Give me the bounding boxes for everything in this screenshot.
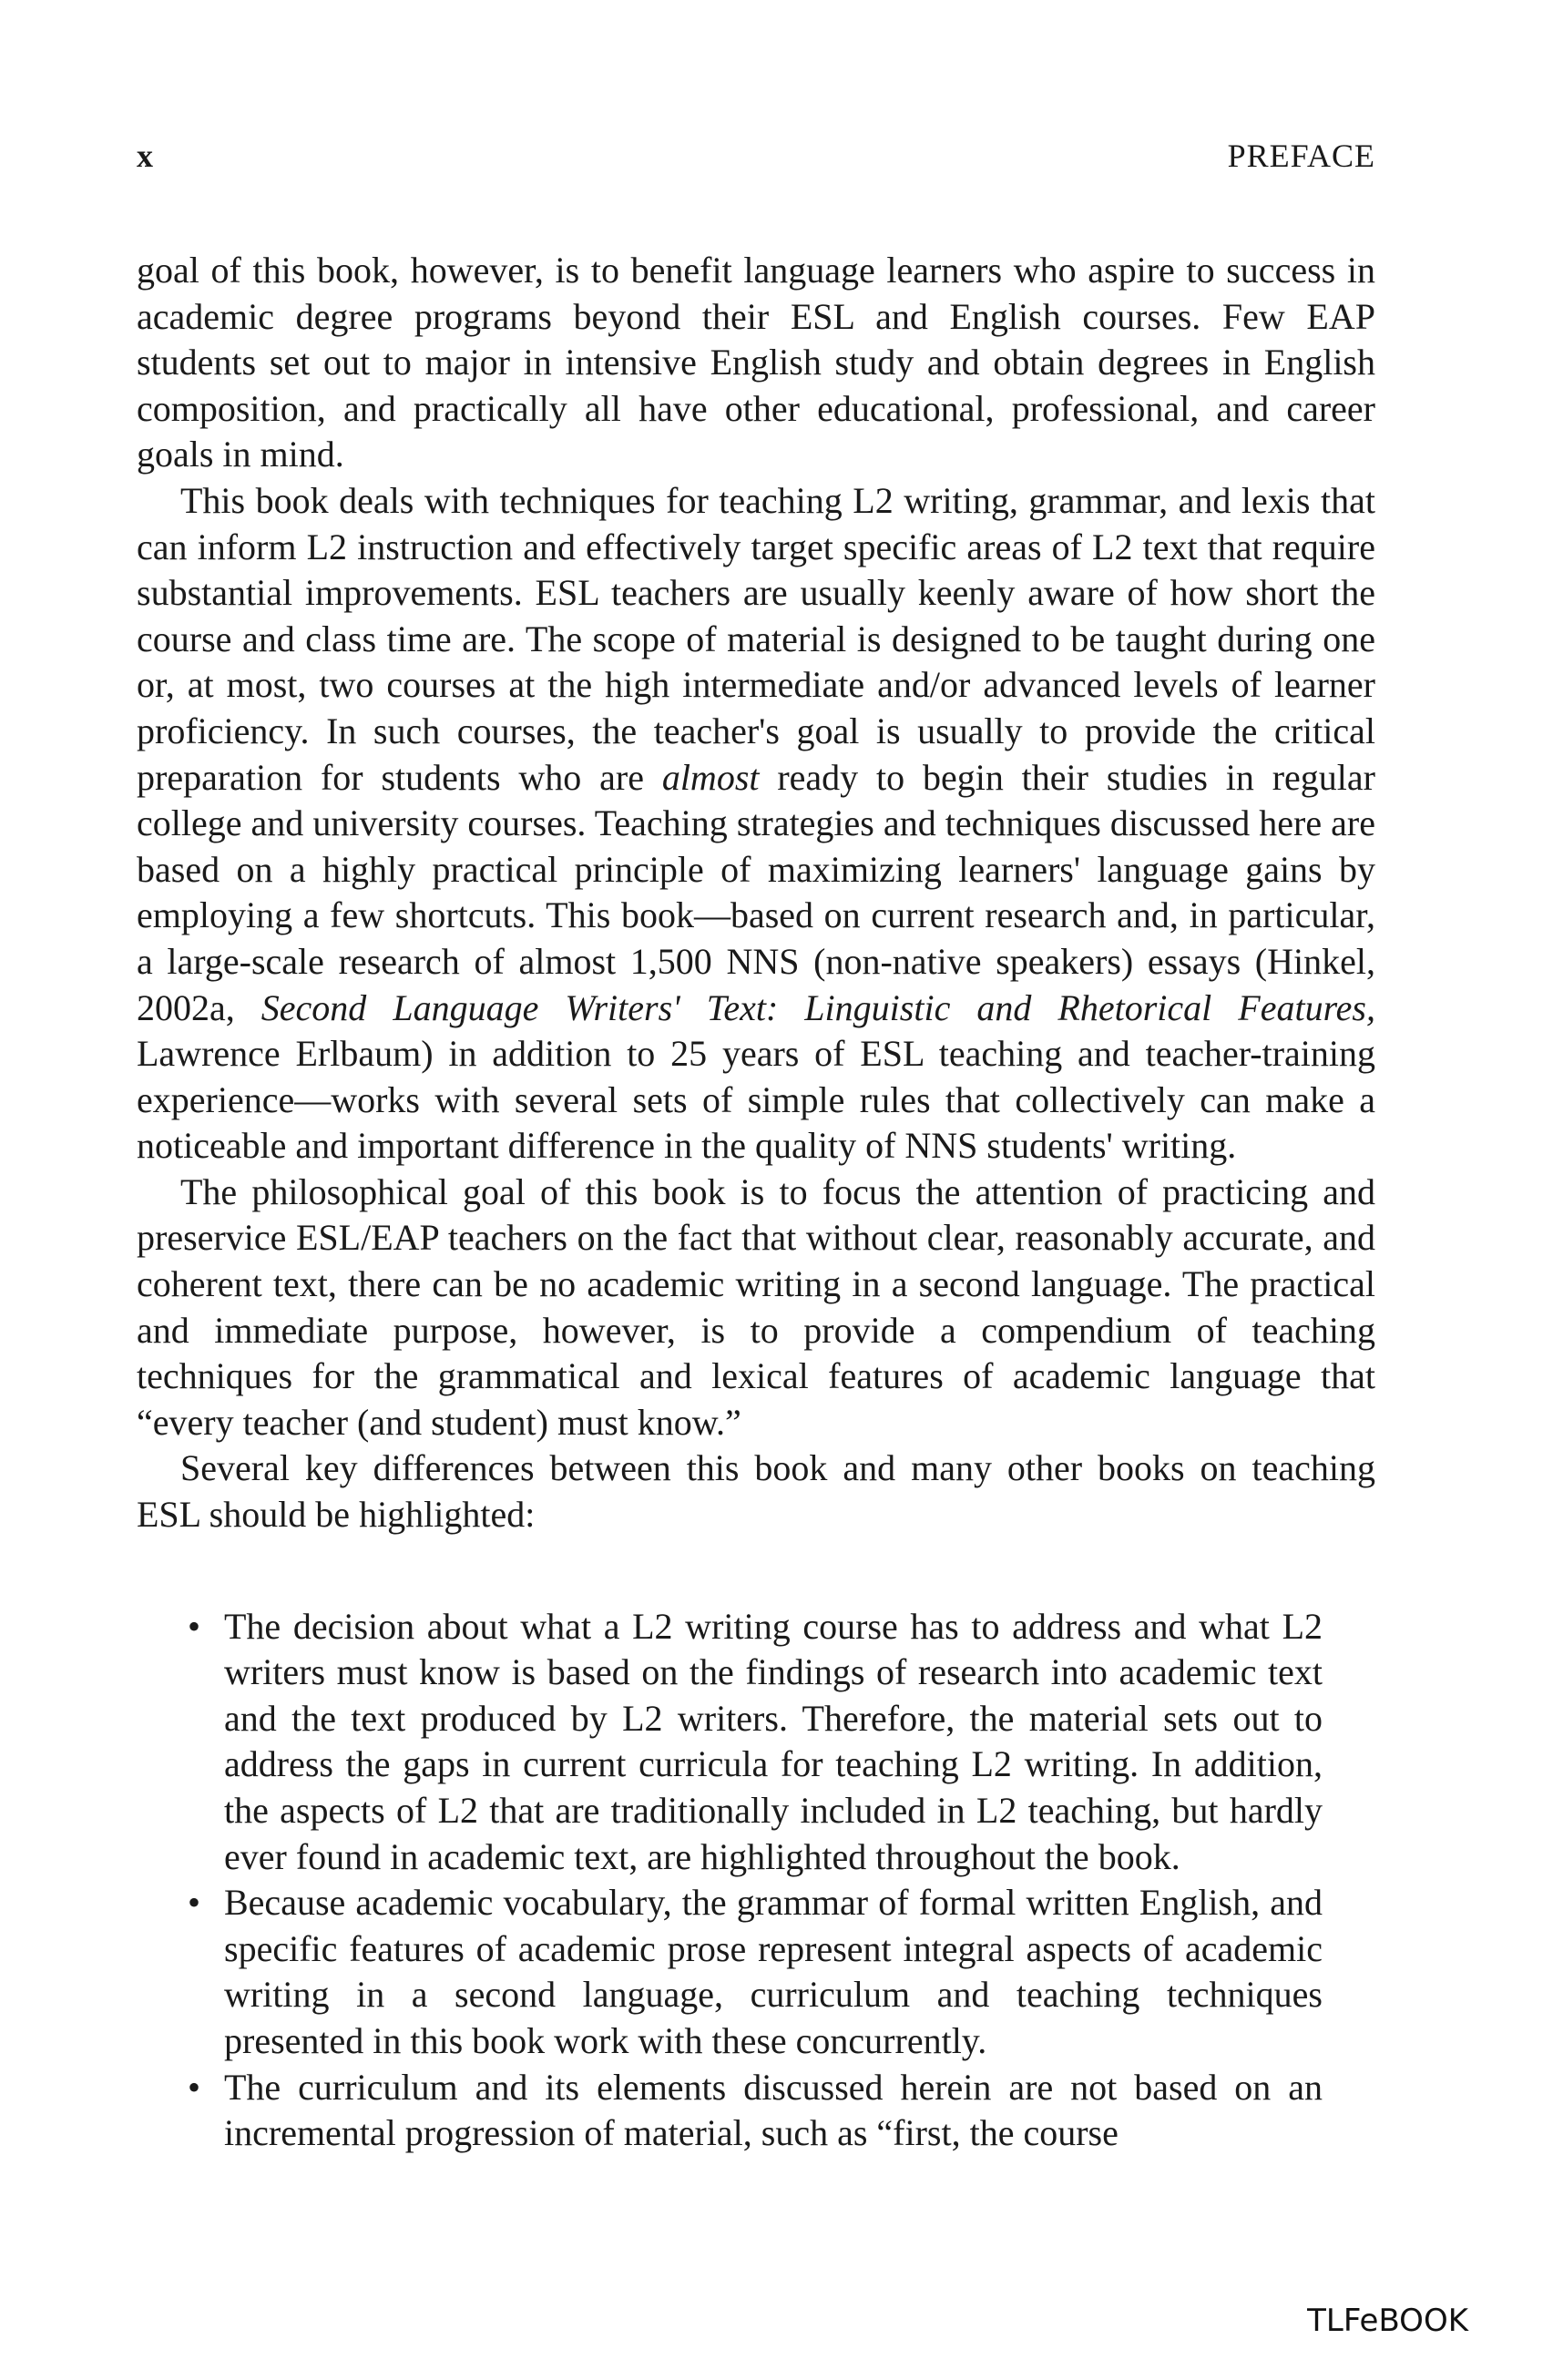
page-number: x — [137, 138, 153, 174]
list-item-text: The decision about what a L2 writing course has to address and what L2 writers must know is based on the findings of research into academic text and the text produced by L2 writers. Therefore, the material sets out to address the gaps in current curricula for teaching L2 writing. In addition, the aspects of L2 that are traditionally included in L2 teaching, but hardly ever found in academic text, are highlighted throughout the book. — [224, 1605, 1323, 1877]
body-text — [137, 248, 1375, 2157]
list-item-text: The curriculum and its elements discussed herein are not based on an incremental progression of material, such as “first, the course — [224, 2066, 1323, 2154]
bullet-marker: • — [188, 1882, 201, 1924]
differences-list — [137, 1604, 1375, 2157]
running-head — [137, 133, 1375, 179]
list-item — [137, 2065, 1323, 2157]
list-item — [137, 1604, 1323, 1881]
watermark-label: TLFeBOOK — [1307, 2303, 1468, 2339]
paragraph-continued: goal of this book, however, is to benefit language learners who aspire to success in academic degree programs beyond their ESL and English courses. Few EAP students set out to major in intensive English study and obtain degrees in English composition, and practically all have other educational, professional, and career goals in mind. — [137, 250, 1375, 475]
running-title: PREFACE — [1227, 138, 1375, 174]
emphasis-almost: almost — [661, 756, 760, 798]
paragraph-text: ready to begin their studies in regular college and university courses. Teaching strategies and techniques discussed here are based on a highly practical principle of maximizing learners' language gains by employing a few shortcuts. This book—based on current research and, in particular, a large-scale research of almost 1,500 NNS (non-native speakers) essays (Hinkel, 2002a, — [137, 756, 1375, 1028]
paragraph-key-differences: Several key differences between this book and many other books on teaching ESL should be highlighted: — [137, 1447, 1375, 1536]
paragraph-text: Lawrence Erlbaum) in addition to 25 years of ESL teaching and teacher-training experience—works with several sets of simple rules that collectively can make a noticeable and important difference in the quality of NNS students' writing. — [137, 1033, 1375, 1167]
citation-title: Second Language Writers' Text: Linguistic and Rhetorical Features, — [260, 986, 1375, 1028]
paragraph-techniques — [137, 478, 1375, 1170]
list-item — [137, 1880, 1323, 2064]
list-item-text: Because academic vocabulary, the grammar of formal written English, and specific features of academic prose represent integral aspects of academic writing in a second language, curriculum and teaching techniques presented in this book work with these concurrently. — [224, 1882, 1323, 2061]
bullet-marker: • — [188, 2066, 201, 2108]
paragraph-philosophical-goal: The philosophical goal of this book is to focus the attention of practicing and preservice ESL/EAP teachers on the fact that without clear, reasonably accurate, and coherent text, there can be no academic writing in a second language. The practical and immediate purpose, however, is to provide a compendium of teaching techniques for the grammatical and lexical features of academic language that “every teacher (and student) must know.” — [137, 1170, 1375, 1443]
bullet-marker: • — [188, 1605, 201, 1647]
paragraph-text: This book deals with techniques for teaching L2 writing, grammar, and lexis that can inform L2 instruction and effectively target specific areas of L2 text that require substantial improvements. ESL teachers are usually keenly aware of how short the course and class time are. The scope of material is designed to be taught during one or, at most, two courses at the high intermediate and/or advanced levels of learner proficiency. In such courses, the teacher's goal is usually to provide the critical preparation for students who are — [137, 479, 1375, 798]
